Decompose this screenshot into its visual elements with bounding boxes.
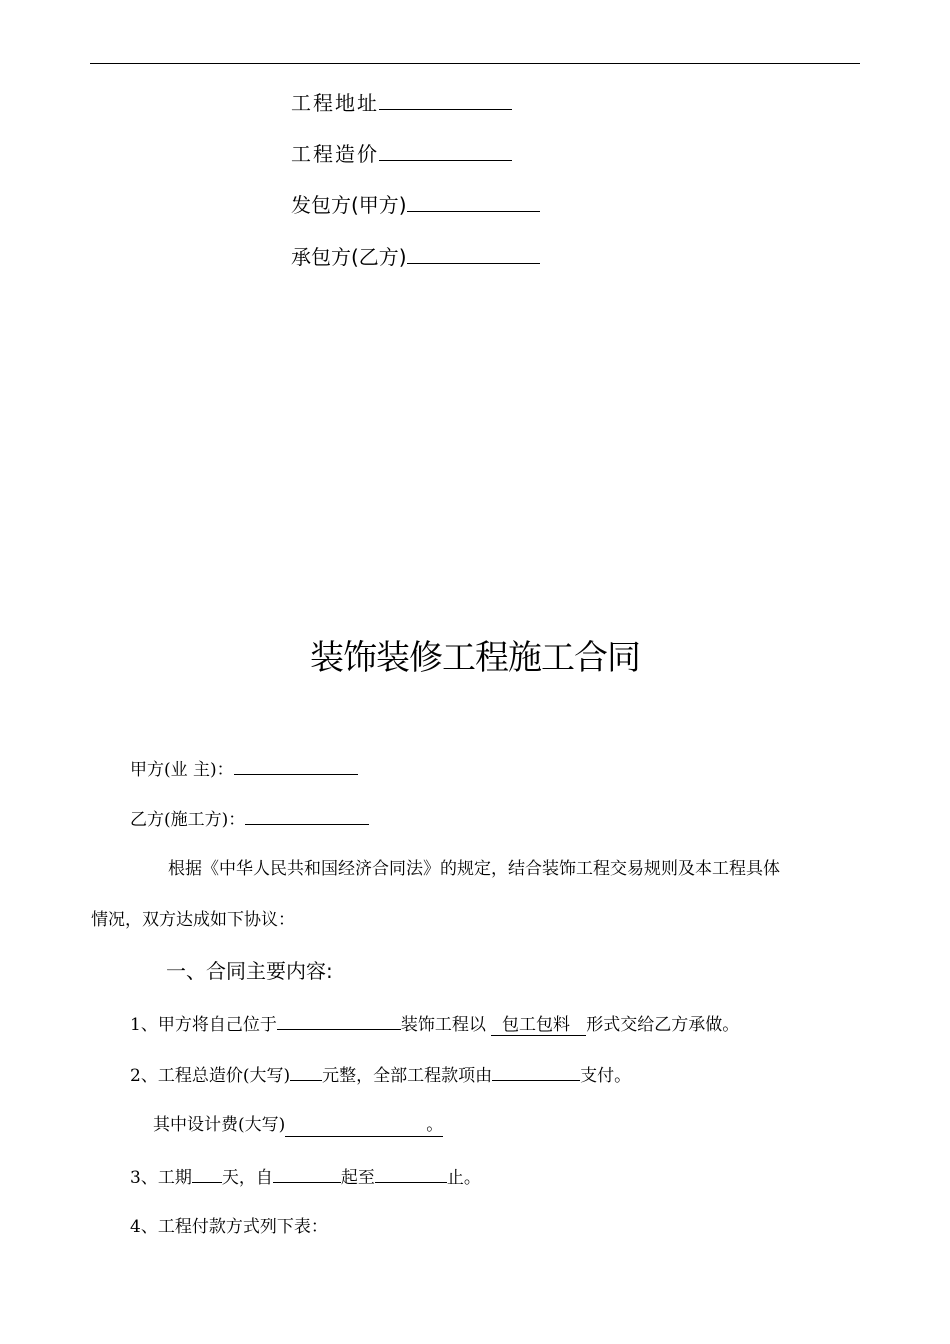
item-3-start-blank[interactable] (273, 1165, 341, 1183)
cover-address-blank[interactable] (379, 90, 512, 110)
cover-cost-label: 工程造价 (291, 142, 379, 166)
item-1-mode-field[interactable] (491, 1015, 586, 1036)
item-1-location-blank[interactable] (277, 1012, 401, 1030)
item-2-text-b: 元整，全部工程款项由 (322, 1066, 493, 1086)
design-fee-blank[interactable] (285, 1114, 443, 1137)
item-2-text-c: 支付。 (580, 1066, 632, 1086)
item-3-end-blank[interactable] (375, 1165, 447, 1183)
header-rule (90, 63, 860, 64)
item-3 (130, 1165, 481, 1189)
cover-party-a-label: 发包方(甲方) (291, 193, 407, 217)
cover-address-line (291, 90, 512, 115)
item-3-text-a: 3、工期 (130, 1168, 192, 1188)
cover-party-a-line (291, 192, 540, 217)
item-1-text-c: 形式交给乙方承做。 (586, 1015, 740, 1035)
item-2-amount-blank[interactable] (290, 1063, 322, 1081)
cover-party-b-blank[interactable] (407, 244, 540, 264)
item-2-text-a: 2、工程总造价(大写) (130, 1066, 291, 1086)
item-1-text-a: 1、甲方将自己位于 (130, 1015, 277, 1035)
party-b-line (130, 807, 369, 831)
item-2-payer-blank[interactable] (492, 1063, 580, 1081)
item-2 (130, 1063, 631, 1087)
cover-party-a-blank[interactable] (407, 192, 540, 212)
section-1-heading: 一、合同主要内容: (166, 959, 333, 983)
design-fee-period: 。 (426, 1115, 444, 1135)
item-1-mode-value: 包工包料 (502, 1015, 571, 1035)
party-a-blank[interactable] (234, 757, 358, 775)
item-3-text-d: 止。 (446, 1168, 481, 1188)
item-1-text-b: 装饰工程以 (400, 1015, 492, 1035)
design-fee-text: 其中设计费(大写) (153, 1115, 286, 1135)
cover-address-label: 工程地址 (291, 91, 379, 115)
item-1 (130, 1012, 739, 1036)
design-fee-line (153, 1114, 443, 1137)
contract-title: 装饰装修工程施工合同 (310, 638, 640, 678)
party-b-blank[interactable] (245, 807, 369, 825)
item-3-days-blank[interactable] (192, 1165, 222, 1183)
preamble-line-2: 情况，双方达成如下协议： (91, 910, 295, 930)
cover-party-b-label: 承包方(乙方) (291, 245, 407, 269)
item-4: 4、工程付款方式列下表： (130, 1217, 328, 1237)
cover-cost-blank[interactable] (379, 141, 512, 161)
cover-cost-line (291, 141, 512, 166)
item-3-text-c: 起至 (340, 1168, 375, 1188)
party-b-label: 乙方(施工方)： (130, 810, 246, 830)
party-a-line (130, 757, 358, 781)
party-a-label: 甲方(业 主)： (130, 760, 234, 780)
preamble-line-1: 根据《中华人民共和国经济合同法》的规定，结合装饰工程交易规则及本工程具体 (168, 859, 780, 879)
cover-party-b-line (291, 244, 540, 269)
item-3-text-b: 天，自 (221, 1168, 273, 1188)
